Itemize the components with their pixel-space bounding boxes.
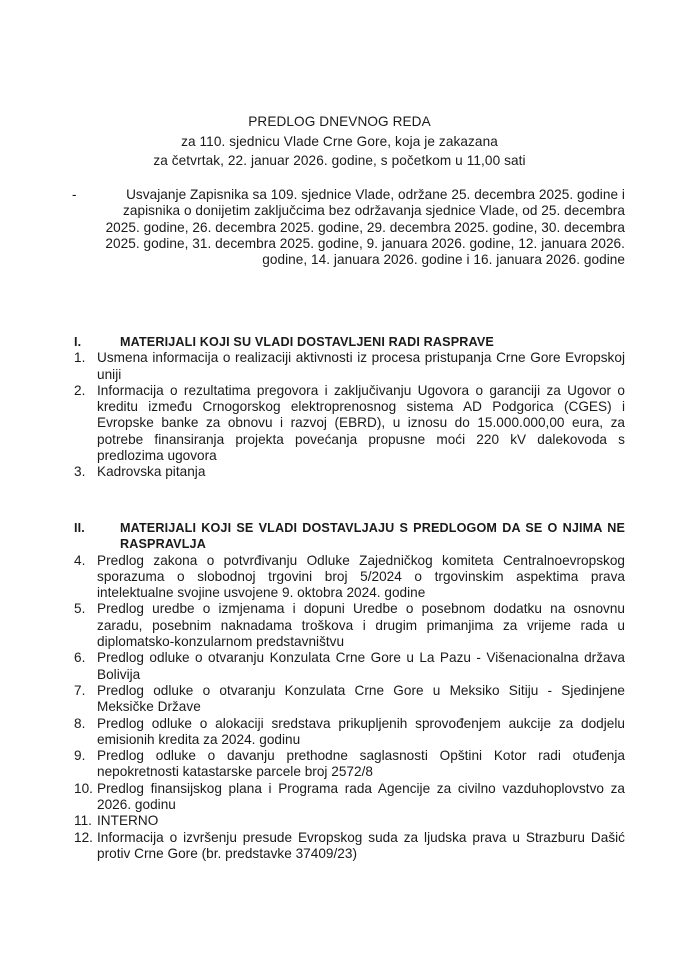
list-item [74,716,625,749]
section-heading-2 [74,520,625,553]
list-item [74,781,625,814]
section-materijali-radi-rasprave [74,334,625,481]
list-item-number: 6. [74,650,86,666]
list-item-number: 2. [74,382,86,398]
list-item-text: Usmena informacija o realizaciji aktivnosti iz procesa pristupanja Crne Gore Evropskoj uniji [97,350,625,382]
list-item [74,650,625,683]
list-item-number: 12. [74,829,93,845]
list-item-text: INTERNO [97,813,159,829]
title-subtitle-line-1: za 110. sjednicu Vlade Crne Gore, koja je zakazana [181,133,498,149]
intro-paragraph-text: Usvajanje Zapisnika sa 109. sjednice Vlade, održane 25. decembra 2025. godine i zapisnika o donijetim zaključcima bez održavanja sjednice Vlade, od 25. decembra 2025. godine, 26. decembra 2025. godine, 29. decembra 2025. godine, 30. decembra 2025. godine, 31. decembra 2025. godine, 9. januara 2026. godine, 12. januara 2026. godine, 14. januara 2026. godine i 16. januara 2026. godine [105,187,625,268]
section-heading-text-2: MATERIJALI KOJI SE VLADI DOSTAVLJAJU S PREDLOGOM DA SE O NJIMA NE RASPRAVLJA [120,521,625,552]
list-item-text: Predlog odluke o otvaranju Konzulata Crne Gore u Meksiko Sitiju - Sjedinjene Meksičke Države [97,682,625,715]
list-item [74,464,625,480]
list-item-number: 9. [74,748,86,764]
list-item [74,601,625,650]
list-item-text: Informacija o izvršenju presude Evropskog suda za ljudska prava u Strazburu Dašić protiv Crne Gore (br. predstavke 37409/23) [97,829,625,861]
page-title: PREDLOG DNEVNOG REDA [248,114,431,129]
list-item-number: 3. [74,464,86,480]
agenda-list-1 [74,350,625,480]
list-item-number: 8. [74,715,86,731]
list-item-number: 11. [74,813,92,829]
list-item [74,383,625,464]
list-item [74,553,625,602]
list-item [74,813,625,829]
list-item-text: Predlog uredbe o izmjenama i dopuni Uredbe o posebnom dodatku na osnovnu zaradu, posebnim naknadama troškova i drugim primanjima za vrijeme rada u diplomatsko-konzularnom predstavništvu [97,601,625,650]
list-item [74,748,625,781]
list-item-number: 5. [74,601,86,617]
list-item-number: 4. [74,552,86,568]
document-title-block [54,112,625,171]
list-item-text: Predlog finansijskog plana i Programa rada Agencije za civilno vazduhoplovstvo za 2026. godinu [97,780,625,813]
list-item-text: Predlog odluke o alokaciji sredstava prikupljenih sprovođenjem aukcije za dodjelu emisionih kredita za 2024. godinu [97,715,625,747]
agenda-list-wrapper-1 [74,350,625,480]
intro-bullet-dash: - [72,187,77,202]
list-item-number: 1. [74,350,86,366]
agenda-list-wrapper-2 [74,553,625,863]
list-item-text: Predlog odluke o otvaranju Konzulata Crne Gore u La Pazu - Višenacionalna država Bolivija [97,650,625,682]
agenda-list-2 [74,553,625,863]
section-numeral-1: I. [74,335,82,349]
list-item-number: 7. [74,682,86,698]
title-subtitle-line-2: za četvrtak, 22. januar 2026. godine, s početkom u 11,00 sati [153,153,526,168]
list-item [74,683,625,716]
list-item-number: 10. [74,780,93,796]
section-heading-1 [74,334,625,350]
list-item-text: Informacija o rezultatima pregovora i zaključivanju Ugovora o garanciji za Ugovor o kreditu između Crnogorskog elektroprenosnog sistema AD Podgorica (CGES) i Evropske banke za obnovu i razvoj (EBRD), u iznosu do 15.000.000,00 eura, za potrebe finansiranja projekta povećanja propusne moći 220 kV dalekovoda s predlozima ugovora [97,382,625,464]
list-item-text: Predlog zakona o potvrđivanju Odluke Zajedničkog komiteta Centralnoevropskog sporazuma o slobodnoj trgovini broj 5/2024 o trgovinskim aspektima prava intelektualne svojine usvojene 9. oktobra 2024. godine [97,552,625,601]
list-item-text: Kadrovska pitanja [97,464,206,480]
intro-paragraph [72,187,625,268]
list-item [74,350,625,383]
section-heading-text-1: MATERIJALI KOJI SU VLADI DOSTAVLJENI RADI RASPRAVE [120,335,494,349]
section-materijali-bez-rasprave [74,520,625,862]
section-numeral-2: II. [74,521,85,535]
list-item [74,830,625,863]
list-item-text: Predlog odluke o davanju prethodne saglasnosti Opštini Kotor radi otuđenja nepokretnosti katastarske parcele broj 2572/8 [97,748,625,780]
